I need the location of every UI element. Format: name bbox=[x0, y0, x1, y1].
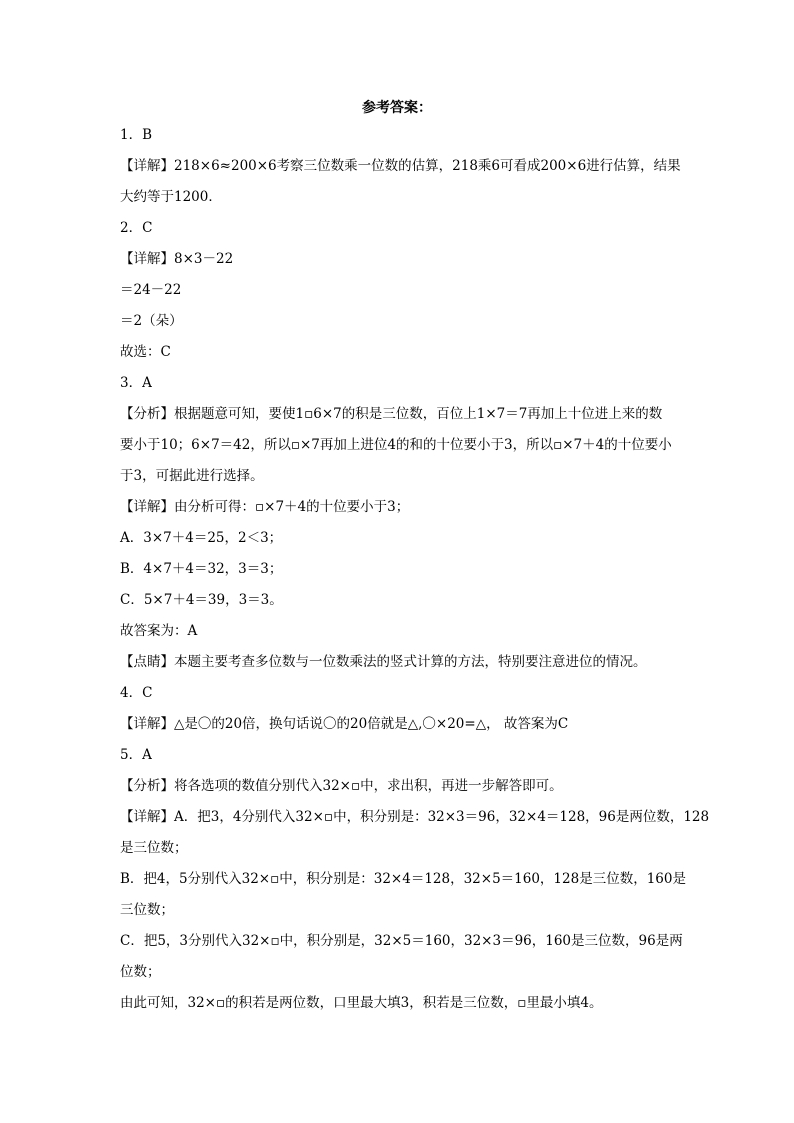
answer-line: 由此可知，32×▫的积若是两位数，口里最大填3，积若是三位数，▫里最小填4。 bbox=[120, 995, 603, 1011]
answer-line: 于3，可据此进行选择。 bbox=[120, 468, 264, 484]
answer-line: 【点睛】本题主要考查多位数与一位数乘法的竖式计算的方法，特别要注意进位的情况。 bbox=[120, 654, 647, 670]
answer-line: 【详解】A．把3，4分别代入32×▫中，积分别是：32×3＝96，32×4＝128，96是两位数，128 bbox=[120, 809, 710, 825]
answer-content bbox=[120, 120, 710, 1019]
answer-line: A．3×7＋4＝25，2＜3； bbox=[120, 530, 283, 546]
answer-line: 2．C bbox=[120, 220, 153, 236]
answer-line: 三位数； bbox=[120, 902, 174, 918]
answer-line: ＝24－22 bbox=[120, 282, 182, 298]
answer-line: 【详解】218×6≈200×6考察三位数乘一位数的估算，218乘6可看成200×6进行估算，结果 bbox=[120, 158, 681, 174]
answer-line: 【详解】△是〇的20倍，换句话说〇的20倍就是△,〇×20=△， 故答案为C bbox=[120, 716, 569, 732]
answer-line: 5．A bbox=[120, 747, 152, 763]
answer-line: ＝2（朵） bbox=[120, 313, 183, 329]
answer-line: C．5×7＋4＝39，3＝3。 bbox=[120, 592, 283, 608]
answer-line: 1．B bbox=[120, 127, 153, 143]
answer-line: 4．C bbox=[120, 685, 153, 701]
answer-line: 【分析】根据题意可知，要使1▫6×7的积是三位数，百位上1×7＝7再加上十位进上来的数 bbox=[120, 406, 663, 422]
answer-line: 【详解】8×3－22 bbox=[120, 251, 234, 267]
answer-line: 是三位数； bbox=[120, 840, 188, 856]
answer-line: 3．A bbox=[120, 375, 152, 391]
answer-line: 位数； bbox=[120, 964, 161, 980]
page-title: 参考答案： bbox=[362, 100, 432, 116]
answer-line: 【分析】将各选项的数值分别代入32×▫中，求出积，再进一步解答即可。 bbox=[120, 778, 563, 794]
answer-line: B．把4，5分别代入32×▫中，积分别是：32×4＝128，32×5＝160，128是三位数，160是 bbox=[120, 871, 686, 887]
answer-line: 大约等于1200． bbox=[120, 189, 222, 205]
answer-line: 故答案为：A bbox=[120, 623, 198, 639]
answer-line: 要小于10；6×7＝42，所以▫×7再加上进位4的和的十位要小于3，所以▫×7＋4的十位要小 bbox=[120, 437, 672, 453]
answer-line: 【详解】由分析可得：▫×7＋4的十位要小于3； bbox=[120, 499, 410, 515]
answer-line: B．4×7＋4＝32，3＝3； bbox=[120, 561, 283, 577]
answer-line: 故选：C bbox=[120, 344, 171, 360]
answer-line: C．把5，3分别代入32×▫中，积分别是，32×5＝160，32×3＝96，160是三位数，96是两 bbox=[120, 933, 683, 949]
